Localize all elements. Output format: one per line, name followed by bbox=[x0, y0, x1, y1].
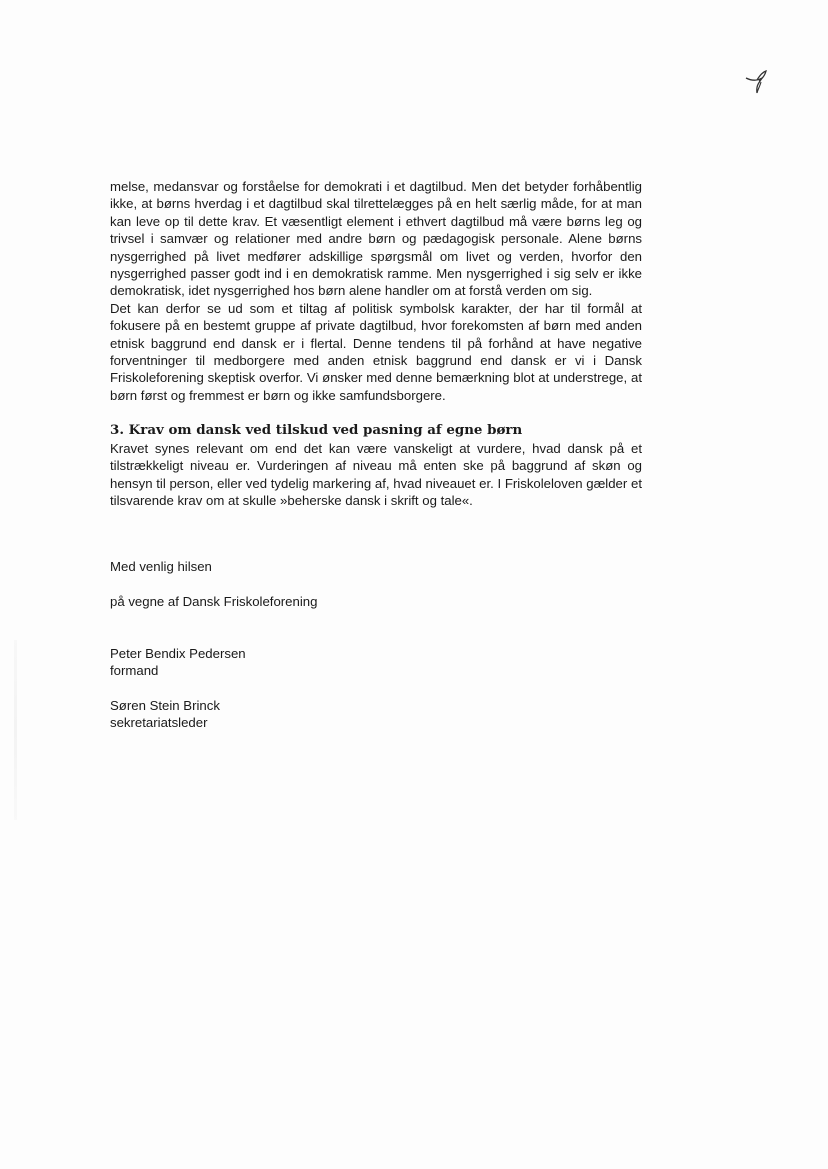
signatory-name: Peter Bendix Pedersen bbox=[110, 645, 246, 661]
signatory-title: formand bbox=[110, 663, 159, 679]
signatory-name: Søren Stein Brinck bbox=[110, 697, 220, 713]
paragraph: Det kan derfor se ud som et tiltag af politisk symbolsk karakter, der har til formål at fokusere på en bestemt gruppe af private dagtilbud, hvor forekomsten af børn med anden etnisk baggrund end dansk er i flertal. Denne tendens til på forhånd at have negative forventninger til medborgere med anden etnisk baggrund end dansk er vi i Dansk Friskoleforening skeptisk overfor. Vi ønsker med denne bemærkning blot at understrege, at børn først og fremmest er børn og ikke samfundsborgere. bbox=[110, 300, 642, 403]
letter-body bbox=[110, 178, 642, 509]
on-behalf-line: på vegne af Dansk Friskoleforening bbox=[110, 594, 318, 610]
letter-closing bbox=[110, 558, 510, 731]
leaf-logo-icon bbox=[744, 69, 770, 95]
scan-edge-shadow bbox=[14, 640, 17, 820]
section-heading: 3. Krav om dansk ved tilskud ved pasning af egne børn bbox=[110, 422, 523, 439]
paragraph: melse, medansvar og forståelse for demokrati i et dagtilbud. Men det betyder forhåbentlig ikke, at børns hverdag i et dagtilbud skal tilrettelægges på en helt særlig måde, for at man kan leve op til dette krav. Et væsentligt element i ethvert dagtilbud må være børns leg og trivsel i samvær og relationer med andre børn og pædagogisk personale. Alene børns nysgerrighed på livet medfører adskillige spørgsmål om livet og verden, hvorfor den nysgerrighed passer godt ind i en demokratisk ramme. Men nysgerrighed i sig selv er ikke demokratisk, idet nysgerrighed hos børn alene handler om at forstå verden om sig. bbox=[110, 179, 642, 299]
greeting: Med venlig hilsen bbox=[110, 559, 212, 574]
paragraph: Kravet synes relevant om end det kan være vanskeligt at vurdere, hvad dansk på et tilstrækkeligt niveau er. Vurderingen af niveau må enten ske på baggrund af skøn og hensyn til person, eller ved tydelig markering af, hvad niveauet er. I Friskoleloven gælder et tilsvarende krav om at skulle »beherske dansk i skrift og tale«. bbox=[110, 440, 642, 508]
signatory-title: sekretariatsleder bbox=[110, 715, 208, 731]
